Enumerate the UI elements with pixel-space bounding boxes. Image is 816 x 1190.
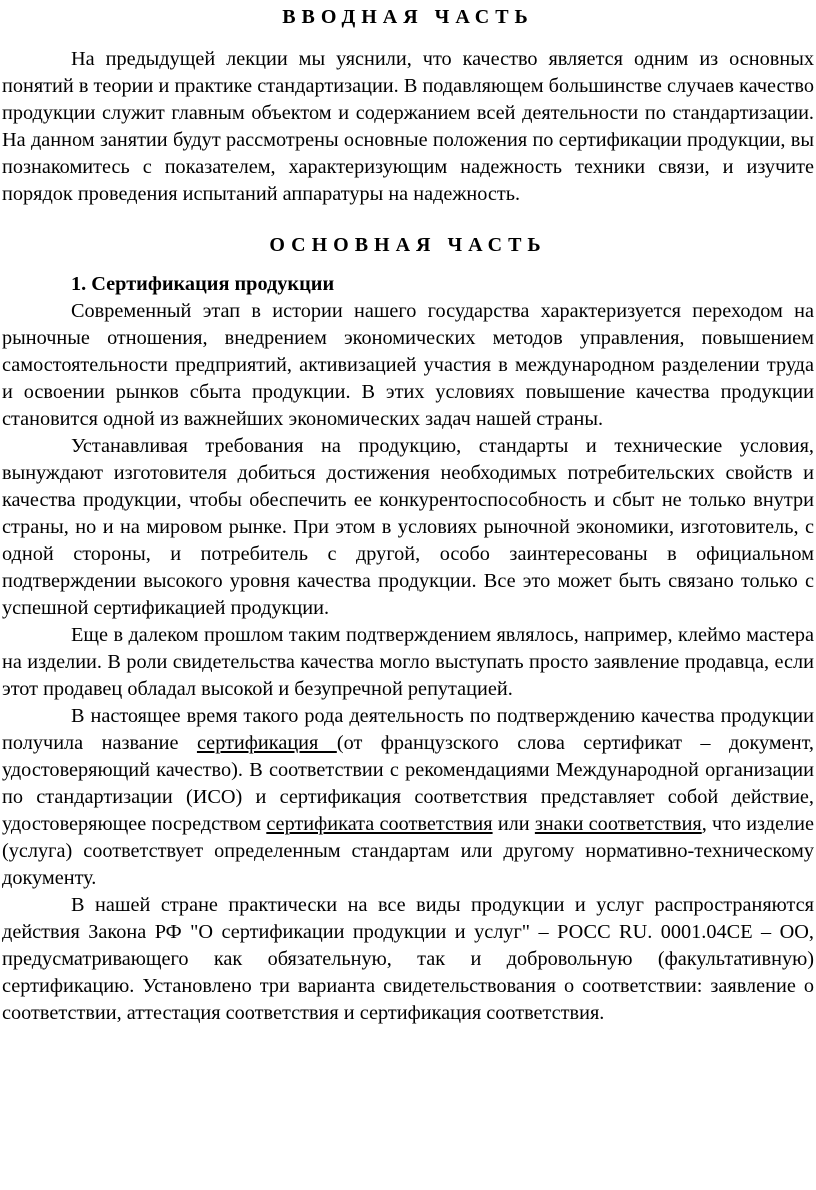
term-certification: сертификация: [196, 732, 337, 754]
p4-text-c: или: [492, 813, 535, 835]
intro-heading: ВВОДНАЯ ЧАСТЬ: [282, 6, 534, 28]
term-certificate-of-conformity: сертификата соответствия: [266, 813, 493, 835]
main-paragraph-2: Устанавливая требования на продукцию, стандарты и технические условия, вынуждают изготовителя добиться достижения необходимых потребительских свойств и качества продукции, чтобы обеспечить ее конкурентоспособность и сбыт не только внутри страны, но и на мировом рынке. При этом в условиях рыночной экономики, изготовитель, с одной стороны, и потребитель с другой, особо заинтересованы в официальном подтверждении высокого уровня качества продукции. Все это может быть связано только с успешной сертификацией продукции.: [2, 435, 814, 619]
main-paragraph-5: В нашей стране практически на все виды продукции и услуг распространяются действия Закона РФ "О сертификации продукции и услуг" – РОСС RU. 0001.04СЕ – ОО, предусматривающего как обязательную, так и добровольную (факультативную) сертификацию. Установлено три варианта свидетельствования о соответствии: заявление о соответствии, аттестация соответствия и сертификация соответствия.: [2, 894, 814, 1024]
main-paragraph-4: [2, 703, 814, 892]
term-conformity-marks: знаки соответствия: [534, 813, 702, 835]
main-paragraph-1: Современный этап в истории нашего государства характеризуется переходом на рыночные отношения, внедрением экономических методов управления, повышением самостоятельности предприятий, активизацией участия в международном разделении труда и освоении рынков сбыта продукции. В этих условиях повышение качества продукции становится одной из важнейших экономических задач нашей страны.: [2, 300, 814, 430]
section-title: 1. Сертификация продукции: [71, 273, 335, 295]
intro-paragraph: На предыдущей лекции мы уяснили, что качество является одним из основных понятий в теории и практике стандартизации. В подавляющем большинстве случаев качество продукции служит главным объектом и содержанием всей деятельности по стандартизации. На данном занятии будут рассмотрены основные положения по сертификации продукции, вы познакомитесь с показателем, характеризующим надежность техники связи, и изучите порядок проведения испытаний аппаратуры на надежность.: [2, 48, 814, 205]
p4-text-d: , что изделие (услуга) соответствует определенным стандартам или другому нормативно-техническому документу.: [2, 813, 815, 889]
p4-text-a: В настоящее время такого рода деятельность по подтверждению качества продукции получила название: [2, 705, 814, 754]
main-paragraph-3: Еще в далеком прошлом таким подтверждением являлось, например, клеймо мастера на изделии. В роли свидетельства качества могло выступать просто заявление продавца, если этот продавец обладал высокой и безупречной репутацией.: [2, 624, 814, 700]
document-page: [2, 0, 814, 1027]
p4-text-b: (от французского слова сертификат – документ, удостоверяющий качество). В соответствии с рекомендациями Международной организации по стандартизации (ИСО) и сертификация соответствия представляет собой действие, удостоверяющее посредством: [2, 732, 814, 835]
main-heading: ОСНОВНАЯ ЧАСТЬ: [269, 234, 547, 256]
